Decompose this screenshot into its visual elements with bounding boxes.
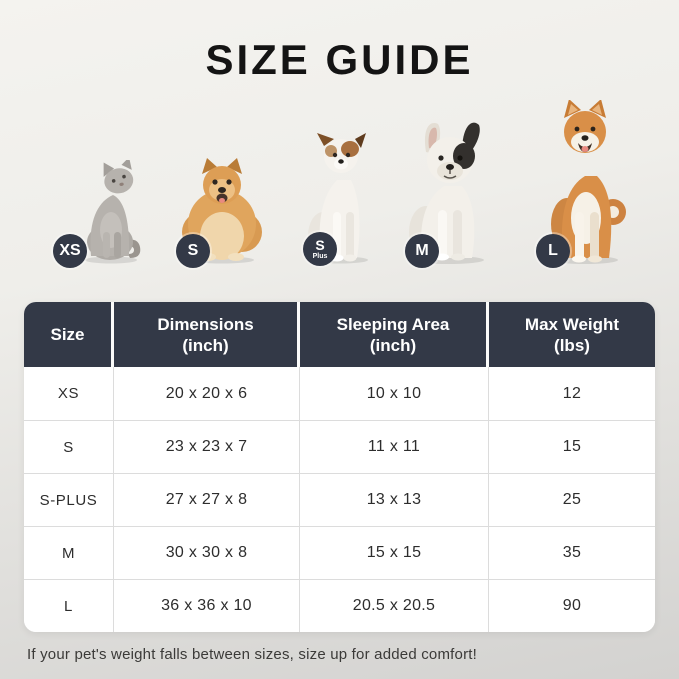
badge-label: XS bbox=[59, 242, 81, 259]
header-line: (lbs) bbox=[554, 335, 590, 355]
animal-size-row bbox=[0, 0, 679, 290]
table-row-s-plus bbox=[24, 473, 655, 526]
cell-size: XS bbox=[24, 367, 114, 420]
header-line: (inch) bbox=[182, 335, 229, 355]
cat-illustration bbox=[80, 160, 142, 264]
cat-photo bbox=[80, 160, 142, 264]
badge-label: L bbox=[548, 242, 558, 259]
header-line: Max Weight bbox=[524, 314, 620, 334]
size-guide-table bbox=[24, 302, 655, 632]
table-header-row bbox=[24, 302, 655, 367]
table-row-xs bbox=[24, 367, 655, 420]
cell-dimensions: 20 x 20 x 6 bbox=[114, 367, 300, 420]
size-badge-l bbox=[536, 234, 570, 268]
cell-dimensions: 30 x 30 x 8 bbox=[114, 526, 300, 579]
size-badge-s bbox=[176, 234, 210, 268]
cell-sleeping-area: 20.5 x 20.5 bbox=[300, 579, 489, 632]
cell-size: L bbox=[24, 579, 114, 632]
header-line: Size bbox=[50, 325, 85, 344]
cell-max-weight: 25 bbox=[489, 473, 655, 526]
table-row-l bbox=[24, 579, 655, 632]
cell-max-weight: 35 bbox=[489, 526, 655, 579]
cell-dimensions: 23 x 23 x 7 bbox=[114, 420, 300, 473]
badge-sublabel: Plus bbox=[312, 253, 328, 260]
cell-dimensions: 27 x 27 x 8 bbox=[114, 473, 300, 526]
header-line: (inch) bbox=[369, 335, 417, 355]
table-row-m bbox=[24, 526, 655, 579]
column-header-sleeping-area bbox=[300, 302, 489, 367]
sizing-advice-note: If your pet's weight falls between sizes, size up for added comfort! bbox=[27, 646, 478, 663]
column-header-size bbox=[24, 302, 114, 367]
cell-sleeping-area: 13 x 13 bbox=[300, 473, 489, 526]
badge-label: S bbox=[315, 237, 325, 253]
column-header-dimensions bbox=[114, 302, 300, 367]
table-body bbox=[24, 367, 655, 632]
cell-max-weight: 15 bbox=[489, 420, 655, 473]
cell-dimensions: 36 x 36 x 10 bbox=[114, 579, 300, 632]
size-badge-xs bbox=[53, 234, 87, 268]
cell-sleeping-area: 11 x 11 bbox=[300, 420, 489, 473]
header-line: Sleeping Area bbox=[336, 314, 450, 334]
cell-size: M bbox=[24, 526, 114, 579]
cell-sleeping-area: 15 x 15 bbox=[300, 526, 489, 579]
badge-label: M bbox=[415, 242, 429, 259]
column-header-max-weight bbox=[489, 302, 655, 367]
cell-size: S-PLUS bbox=[24, 473, 114, 526]
page-title: SIZE GUIDE bbox=[205, 36, 474, 83]
header-line: Dimensions bbox=[157, 314, 254, 334]
cell-max-weight: 12 bbox=[489, 367, 655, 420]
table-row-s bbox=[24, 420, 655, 473]
cell-size: S bbox=[24, 420, 114, 473]
cell-sleeping-area: 10 x 10 bbox=[300, 367, 489, 420]
size-badge-m bbox=[405, 234, 439, 268]
cell-max-weight: 90 bbox=[489, 579, 655, 632]
size-badge-s-plus bbox=[303, 232, 337, 266]
badge-label: S bbox=[187, 242, 199, 259]
